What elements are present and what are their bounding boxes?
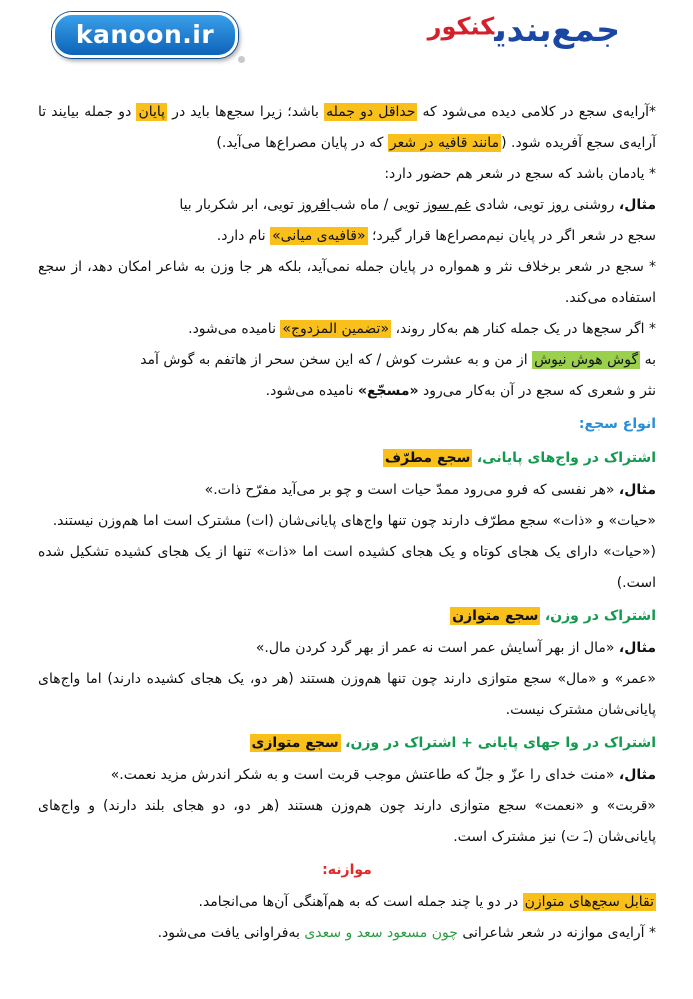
poets-names: چون مسعود سعد و سعدی xyxy=(304,925,458,941)
section-title-muvazeneh: موازنه: xyxy=(322,862,372,878)
text: از من و به عشرت کوش / که این سخن سحر از هاتفم به گوش آمد xyxy=(140,352,533,368)
text: نامیده می‌شود. xyxy=(188,321,281,337)
subsection-term: سجع مطرّف xyxy=(384,450,471,466)
brand-part2: کنکور xyxy=(427,12,495,41)
text: که در پایان مصراع‌ها می‌آید.) xyxy=(216,135,388,151)
note-motarraf-2: («حیات» دارای یک هجای کوتاه و یک هجای کشیده است اما «ذات» تنها از یک هجای کشیده تشکیل شده است.) xyxy=(38,544,656,591)
text: * آرایه‌ی موازنه در شعر شاعرانی xyxy=(457,925,656,941)
underlined-word: روز xyxy=(548,197,569,213)
para-poetry-vs-prose: * سجع در شعر برخلاف نثر و همواره در پایان جمله نمی‌آید، بلکه هر جا وزن به شاعر امکان دهد، از سجع استفاده می‌کند. xyxy=(38,259,656,306)
text: به xyxy=(640,352,656,368)
para-tazmin xyxy=(38,314,656,345)
note-motavazi: «قربت» و «نعمت» سجع متوازی دارند چون هم‌وزن هستند (هر دو، دو هجای بلند دارند) و واج‌های پایانی‌شان (ـَ ت) نیز مشترک است. xyxy=(38,798,656,845)
highlight: «تضمین المزدوج» xyxy=(282,321,390,337)
example-motavazen xyxy=(38,633,656,664)
subsection-label: اشتراک در وا جهای پایانی + اشتراک در وزن، xyxy=(345,735,656,751)
text: نامیده می‌شود. xyxy=(265,383,358,399)
highlight-green: گوش هوش نیوش xyxy=(534,352,639,368)
underlined-word: افروز xyxy=(298,197,331,213)
example-motavazi xyxy=(38,760,656,791)
text: *آرایه‌ی سجع در کلامی دیده می‌شود که xyxy=(417,104,656,120)
para-middle-rhyme xyxy=(38,221,656,252)
para-example-poem xyxy=(38,190,656,221)
text: باشد؛ زیرا سجع‌ها باید در xyxy=(167,104,325,120)
para-muvazeneh-def xyxy=(38,887,656,918)
text: تویی، شادی xyxy=(470,197,549,213)
kanoon-logo[interactable] xyxy=(52,12,238,58)
logo-text: kanoon.ir xyxy=(75,20,215,49)
text: روشنی xyxy=(568,197,619,213)
para-intro xyxy=(38,97,656,159)
subsection-title-motavazen xyxy=(38,599,656,633)
note-motavazen: «عمر» و «مال» سجع متوازی دارند چون تنها هم‌وزن هستند (هر دو، یک هجای کشیده دارند) اما واج‌های پایانی‌شان مشترک نیست. xyxy=(38,671,656,718)
subsection-term: سجع متوازی xyxy=(251,735,339,751)
highlight: تقابل سجع‌های متوازن xyxy=(524,894,654,910)
text: در دو یا چند جمله است که به هم‌آهنگی آن‌ها می‌انجامد. xyxy=(198,894,523,910)
note-motarraf-1: «حیات» و «ذات» سجع مطرّف دارند چون تنها واج‌های پایانی‌شان (ات) مشترک است اما هم‌وزن نیستند. xyxy=(52,513,656,529)
example-label: مثال، xyxy=(618,640,656,656)
text: به‌فراوانی یافت می‌شود. xyxy=(157,925,305,941)
term: «مسجّع» xyxy=(357,383,419,399)
subsection-title-motavazi xyxy=(38,726,656,760)
logo-dot xyxy=(238,56,245,63)
subsection-label: اشتراک در واج‌های پایانی، xyxy=(476,450,656,466)
subsection-label: اشتراک در وزن، xyxy=(544,608,656,624)
text: سجع در شعر اگر در پایان نیم‌مصراع‌ها قرار گیرد؛ xyxy=(367,228,656,244)
highlight: پایان xyxy=(138,104,166,120)
text: تویی، ابر شکربار بیا xyxy=(179,197,299,213)
para-poem-example xyxy=(38,345,656,376)
highlight: حداقل دو جمله xyxy=(326,104,416,120)
example-text: «منت خدای را عزّ و جلّ که طاعتش موجب قربت است و به شکر اندرش مزید نعمت.» xyxy=(110,767,615,783)
underlined-word: غم سوز xyxy=(423,197,471,213)
para-muvazeneh-poets xyxy=(38,918,656,949)
example-text: «مال از بهر آسایش عمر است نه عمر از بهر گرد کردن مال.» xyxy=(255,640,615,656)
para-mosajja xyxy=(38,376,656,407)
text: دو جمله بیایند تا آرایه‌ی سجع آفریده شود. ( xyxy=(38,104,656,151)
highlight: مانند قافیه در شعر xyxy=(389,135,500,151)
brand-part1: جمع‌بندی xyxy=(494,10,620,49)
text: تویی / ماه شب‌ xyxy=(330,197,424,213)
example-motarraf xyxy=(38,475,656,506)
example-label: مثال، xyxy=(618,197,656,213)
section-title-types: انواع سجع: xyxy=(578,416,656,432)
text: نام دارد. xyxy=(216,228,271,244)
text: نثر و شعری که سجع در آن به‌کار می‌رود xyxy=(418,383,656,399)
example-label: مثال، xyxy=(618,482,656,498)
text: * اگر سجع‌ها در یک جمله کنار هم به‌کار روند، xyxy=(391,321,656,337)
example-text: «هر نفسی که فرو می‌رود ممدّ حیات است و چو بر می‌آید مفرّح ذات.» xyxy=(204,482,615,498)
subsection-term: سجع متوازن xyxy=(452,608,539,624)
highlight: «قافیه‌ی میانی» xyxy=(272,228,366,244)
document-body xyxy=(38,97,656,949)
example-label: مثال، xyxy=(618,767,656,783)
para-poetry-note: * یادمان باشد که سجع در شعر هم حضور دارد: xyxy=(384,166,656,182)
subsection-title-motarraf xyxy=(38,441,656,475)
brand-title xyxy=(385,10,620,65)
